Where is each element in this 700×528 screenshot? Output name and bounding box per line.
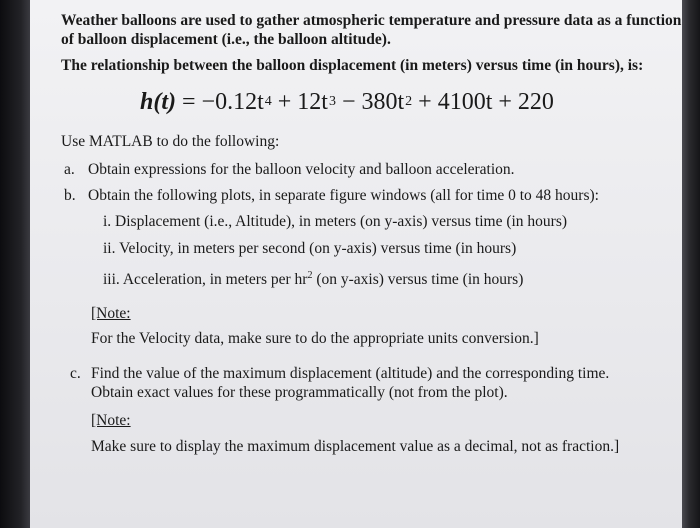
item-b-label: b. <box>64 187 76 204</box>
displacement-formula <box>140 88 554 120</box>
formula-rest: + 4100t + 220 <box>412 89 554 115</box>
relationship-text: The relationship between the balloon displacement (in meters) versus time (in hours), is: <box>61 57 644 74</box>
item-c-line-2: Obtain exact values for these programmatically (not from the plot). <box>91 384 508 401</box>
item-b-text: Obtain the following plots, in separate figure windows (all for time 0 to 48 hours): <box>88 187 599 204</box>
sub-item-iii-exp: 2 <box>307 270 313 281</box>
sub-item-iii-pre: iii. Acceleration, in meters per hr <box>103 271 308 289</box>
intro-line-2: of balloon displacement (i.e., the balloon altitude). <box>61 31 391 48</box>
formula-equals: = <box>176 89 202 115</box>
formula-lhs: h(t) <box>140 89 176 115</box>
item-c-line-1: Find the value of the maximum displacement (altitude) and the corresponding time. <box>91 365 610 382</box>
sub-item-i: i. Displacement (i.e., Altitude), in meters (on y-axis) versus time (in hours) <box>103 213 568 230</box>
item-c-label: c. <box>70 365 81 382</box>
sub-item-ii: ii. Velocity, in meters per second (on y-axis) versus time (in hours) <box>103 240 517 257</box>
item-a-label: a. <box>64 161 75 178</box>
note-1-label: [Note: <box>91 305 131 322</box>
formula-term-3: − 380t <box>335 89 405 115</box>
formula-exp-2: 3 <box>328 94 336 109</box>
intro-line-1: Weather balloons are used to gather atmospheric temperature and pressure data as a function <box>61 12 682 29</box>
formula-term-2: + 12t <box>271 89 328 115</box>
photo-left-edge <box>0 0 30 528</box>
formula-exp-3: 2 <box>405 94 413 109</box>
use-matlab-heading: Use MATLAB to do the following: <box>61 133 280 150</box>
sub-item-iii-post: (on y-axis) versus time (in hours) <box>312 271 524 289</box>
formula-exp-1: 4 <box>264 94 272 109</box>
document-page <box>30 0 682 528</box>
note-2-label: [Note: <box>91 412 131 429</box>
note-1-text: For the Velocity data, make sure to do the appropriate units conversion.] <box>91 330 539 347</box>
formula-term-1: −0.12t <box>201 89 264 115</box>
photo-right-edge <box>682 0 700 528</box>
sub-item-iii <box>103 267 523 289</box>
item-a-text: Obtain expressions for the balloon velocity and balloon acceleration. <box>88 161 515 178</box>
note-2-text: Make sure to display the maximum displacement value as a decimal, not as fraction.] <box>91 438 620 455</box>
